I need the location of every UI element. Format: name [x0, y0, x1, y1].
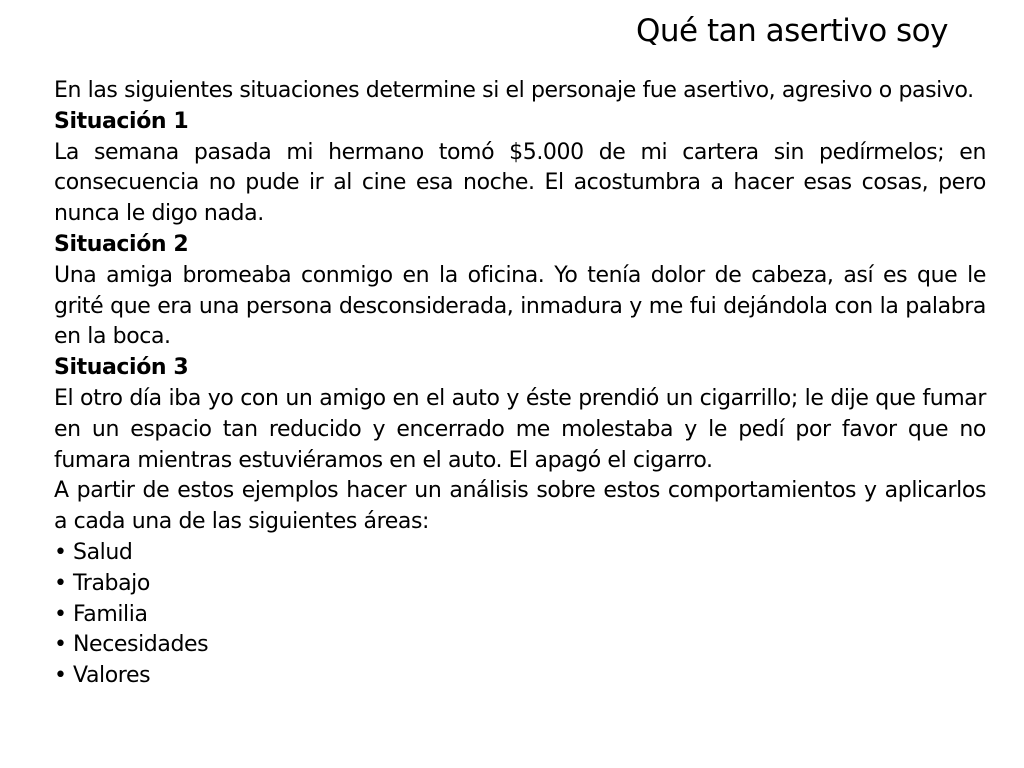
analysis-paragraph: A partir de estos ejemplos hacer un análisis sobre estos comportamientos y aplicarlos a cada una de las siguientes áreas:: [54, 478, 986, 535]
area-label: Trabajo: [73, 570, 150, 596]
situation-3-heading: Situación 3: [54, 355, 189, 381]
situation-2-text: Una amiga bromeaba conmigo en la oficina. Yo tenía dolor de cabeza, así es que le grité que era una persona desconsiderada, inmadura y me fui dejándola con la palabra en la boca.: [54, 262, 986, 350]
slide-title: Qué tan asertivo soy: [636, 13, 948, 49]
list-item: [54, 600, 986, 631]
area-label: Salud: [73, 539, 133, 565]
bullet-icon: •: [54, 539, 67, 565]
list-item: [54, 538, 986, 569]
area-label: Familia: [73, 601, 148, 627]
situation-1-text: La semana pasada mi hermano tomó $5.000 de mi cartera sin pedírmelos; en consecuencia no pude ir al cine esa noche. El acostumbra a hacer esas cosas, pero nunca le digo nada.: [54, 139, 986, 227]
situation-3-text: El otro día iba yo con un amigo en el auto y éste prendió un cigarrillo; le dije que fumar en un espacio tan reducido y encerrado me molestaba y le pedí por favor que no fumara mientras estuviéramos en el auto. El apagó el cigarro.: [54, 385, 986, 473]
list-item: [54, 630, 986, 661]
list-item: [54, 569, 986, 600]
list-item: [54, 661, 986, 692]
situation-1-heading: Situación 1: [54, 108, 189, 134]
area-label: Necesidades: [73, 632, 209, 658]
bullet-icon: •: [54, 632, 67, 658]
area-label: Valores: [73, 663, 151, 689]
bullet-icon: •: [54, 663, 67, 689]
situation-2-heading: Situación 2: [54, 231, 189, 257]
bullet-icon: •: [54, 601, 67, 627]
bullet-icon: •: [54, 570, 67, 596]
slide-content: [54, 76, 986, 692]
intro-paragraph: En las siguientes situaciones determine si el personaje fue asertivo, agresivo o pasivo.: [54, 78, 974, 103]
areas-list: [54, 538, 986, 692]
